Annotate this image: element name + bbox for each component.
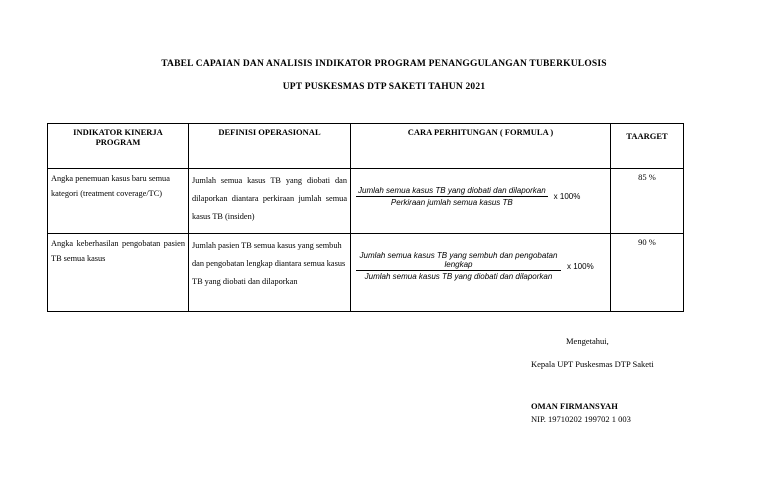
formula-denominator: Perkiraan jumlah semua kasus TB	[390, 198, 513, 207]
table-header-row	[48, 124, 684, 169]
definition-cell: Jumlah pasien TB semua kasus yang sembuh dan pengobatan lengkap diantara semua kasus TB yang diobati dan dilaporkan	[189, 234, 351, 312]
table-row	[48, 169, 684, 234]
header-target: TAARGET	[611, 124, 684, 169]
definition-cell: Jumlah semua kasus TB yang diobati dan dilaporkan diantara perkiraan jumlah semua kasus TB (insiden)	[189, 169, 351, 234]
document-title: TABEL CAPAIAN DAN ANALISIS INDIKATOR PROGRAM PENANGGULANGAN TUBERKULOSIS	[161, 59, 607, 69]
header-definition: DEFINISI OPERASIONAL	[189, 124, 351, 169]
acknowledged-label: Mengetahui,	[566, 336, 609, 346]
formula-cell	[351, 169, 611, 234]
document-subtitle: UPT PUSKESMAS DTP SAKETI TAHUN 2021	[282, 82, 486, 92]
formula-multiplier: x 100%	[567, 261, 594, 271]
indicator-table	[47, 123, 684, 312]
formula-denominator: Jumlah semua kasus TB yang diobati dan dilaporkan	[364, 272, 553, 281]
indicator-cell: Angka penemuan kasus baru semua kategori (treatment coverage/TC)	[48, 169, 189, 234]
formula-fraction	[356, 186, 548, 207]
formula-numerator: Jumlah semua kasus TB yang sembuh dan pengobatan lengkap	[356, 251, 561, 271]
signatory-nip: NIP. 19710202 199702 1 003	[531, 414, 631, 424]
formula-numerator: Jumlah semua kasus TB yang diobati dan dilaporkan	[358, 186, 546, 195]
header-formula: CARA PERHITUNGAN ( FORMULA )	[351, 124, 611, 169]
formula-multiplier: x 100%	[553, 192, 581, 201]
target-cell: 90 %	[611, 234, 684, 312]
formula-fraction	[356, 251, 561, 281]
indicator-cell: Angka keberhasilan pengobatan pasien TB semua kasus	[48, 234, 189, 312]
target-cell: 85 %	[611, 169, 684, 234]
header-indicator: INDIKATOR KINERJA PROGRAM	[48, 124, 189, 169]
signatory-name: OMAN FIRMANSYAH	[531, 401, 618, 411]
table-row	[48, 234, 684, 312]
signatory-position: Kepala UPT Puskesmas DTP Saketi	[531, 359, 654, 369]
formula-cell	[351, 234, 611, 312]
